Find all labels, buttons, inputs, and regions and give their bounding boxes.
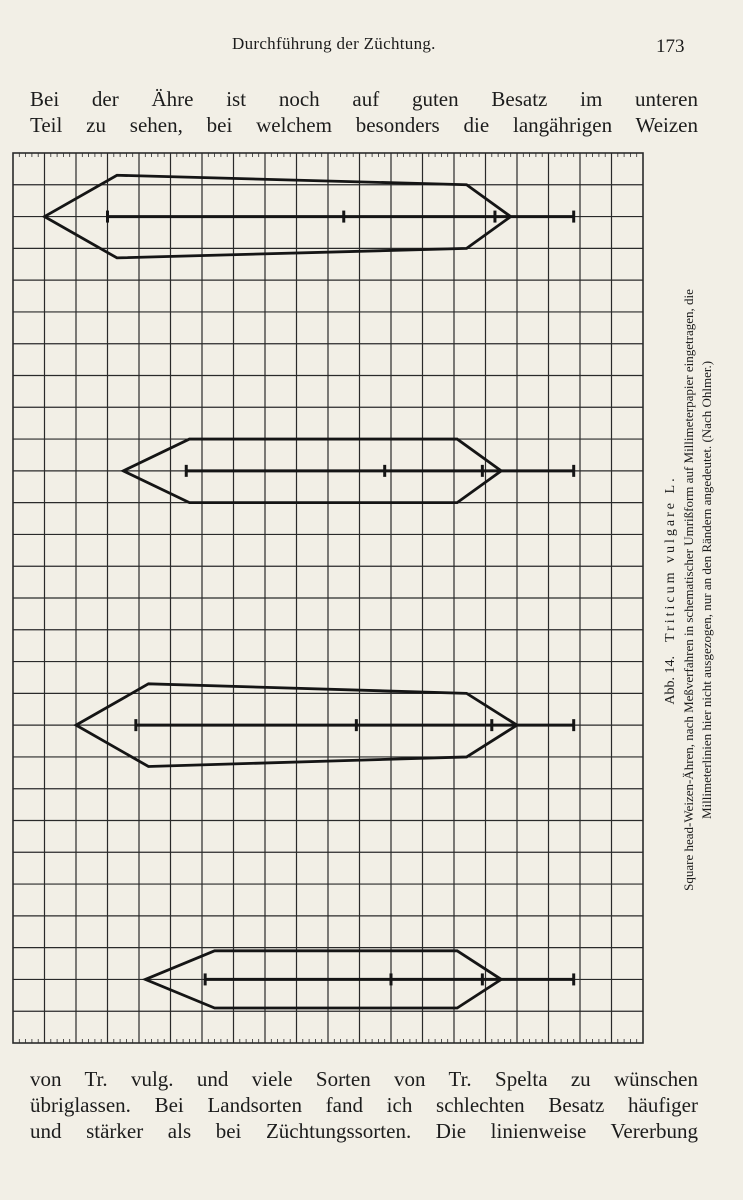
text-line: Bei der Ähre ist noch auf guten Besatz im unteren [30, 87, 698, 111]
paragraph-bottom [30, 1066, 698, 1144]
millimeter-grid [13, 153, 643, 1043]
running-head [0, 34, 743, 60]
paragraph-top [30, 86, 698, 138]
ear-outline-figure [8, 148, 648, 1048]
caption-title [662, 140, 680, 1040]
figure-caption [662, 140, 722, 1040]
caption-line-1: Square head-Weizen-Ähren, nach Meßverfahren in schematischer Umrißform auf Millimeterpapier eingetragen, die [681, 289, 696, 891]
ear-outline [76, 684, 574, 767]
ear-outline [123, 439, 573, 503]
text-line: Teil zu sehen, bei welchem besonders die langährigen Weizen [30, 113, 698, 137]
caption-label: Abb. 14. [663, 655, 678, 705]
text-line: und stärker als bei Züchtungssorten. Die linienweise Vererbung [30, 1119, 698, 1143]
caption-line-2: Millimeterlinien hier nicht ausgezogen, nur an den Rändern angedeutet. (Nach Ohlmer.) [699, 360, 714, 820]
caption-species: Triticum vulgare L. [663, 475, 678, 642]
page-number: 173 [656, 36, 685, 57]
ear-outline [45, 175, 574, 258]
running-head-title: Durchführung der Züchtung. [232, 34, 436, 53]
text-line: übriglassen. Bei Landsorten fand ich schlechten Besatz häufiger [30, 1093, 698, 1117]
ear-outlines [45, 175, 574, 1008]
text-line: von Tr. vulg. und viele Sorten von Tr. Spelta zu wünschen [30, 1067, 698, 1091]
